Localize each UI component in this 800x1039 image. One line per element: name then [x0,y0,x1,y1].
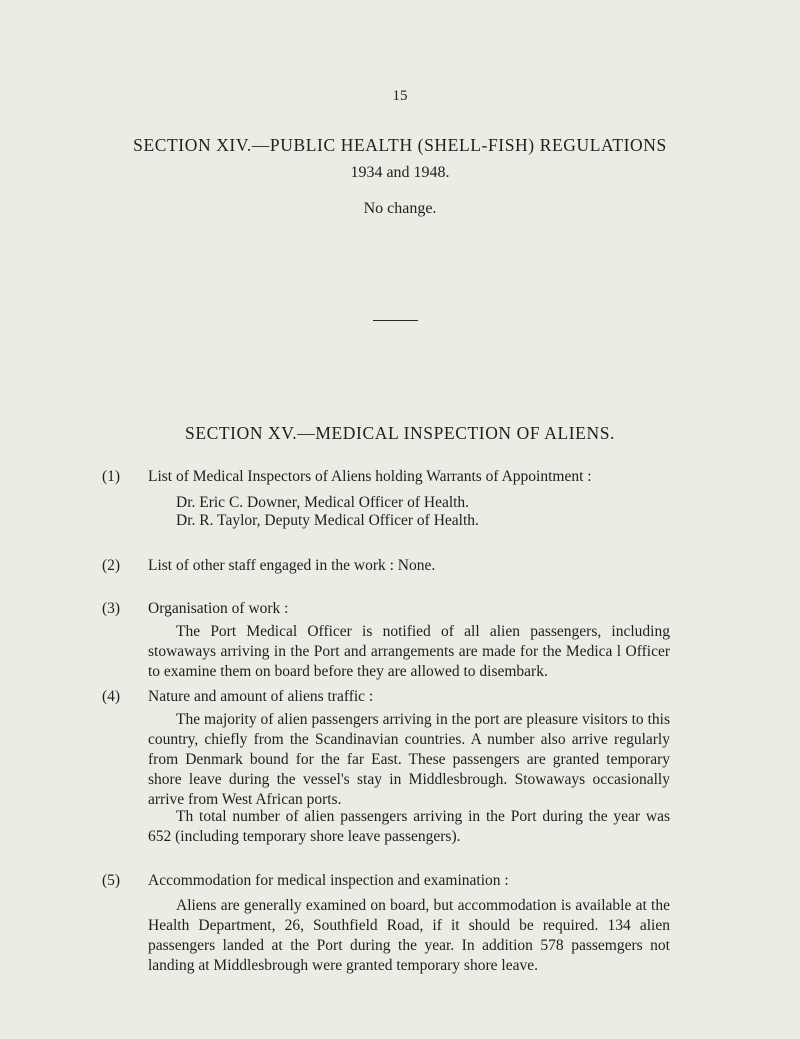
item-paragraph: Th total number of alien passengers arriving in the Port during the year was 652 (including temporary shore leave passengers). [148,808,670,845]
inspector-name: Dr. Eric C. Downer, Medical Officer of Health. [176,494,470,511]
section-14-title: SECTION XIV.—PUBLIC HEALTH (SHELL-FISH) REGULATIONS [133,135,667,155]
item-number: (5) [102,872,121,889]
item-paragraph: The majority of alien passengers arriving in the port are pleasure visitors to this country, chiefly from the Scandinavian countries. A number also arrive regularly from Denmark bound for the far East. These passengers are granted temporary shore leave during the vessel's stay in Middlesbrough. Stowaways occasionally arrive from West African ports. [148,711,670,808]
section-14-years: 1934 and 1948. [350,164,450,181]
section-15-title: SECTION XV.—MEDICAL INSPECTION OF ALIENS. [184,423,616,443]
item-number: (4) [102,688,121,705]
item-heading: Accommodation for medical inspection and examination : [148,872,509,889]
page-number: 15 [392,88,408,104]
section-14-status: No change. [363,200,437,217]
item-number: (1) [102,468,121,485]
item-paragraph: Aliens are generally examined on board, but accommodation is available at the Health Department, 26, Southfield Road, if it should be required. 134 alien passengers landed at the Port during the year. In addition 578 passemgers not landing at Middlesbrough were granted temporary shore leave. [148,897,670,974]
section-divider [373,320,418,321]
item-heading: List of other staff engaged in the work : None. [148,557,436,574]
inspector-name: Dr. R. Taylor, Deputy Medical Officer of Health. [176,512,479,529]
item-heading: Nature and amount of aliens traffic : [148,688,374,705]
item-heading: List of Medical Inspectors of Aliens holding Warrants of Appointment : [148,468,592,485]
item-number: (2) [102,557,121,574]
item-number: (3) [102,600,121,617]
item-heading: Organisation of work : [148,600,289,617]
item-paragraph: The Port Medical Officer is notified of all alien passengers, including stowaways arriving in the Port and arrangements are made for the Medica l Officer to examine them on board before they are allowed to disembark. [148,623,670,680]
